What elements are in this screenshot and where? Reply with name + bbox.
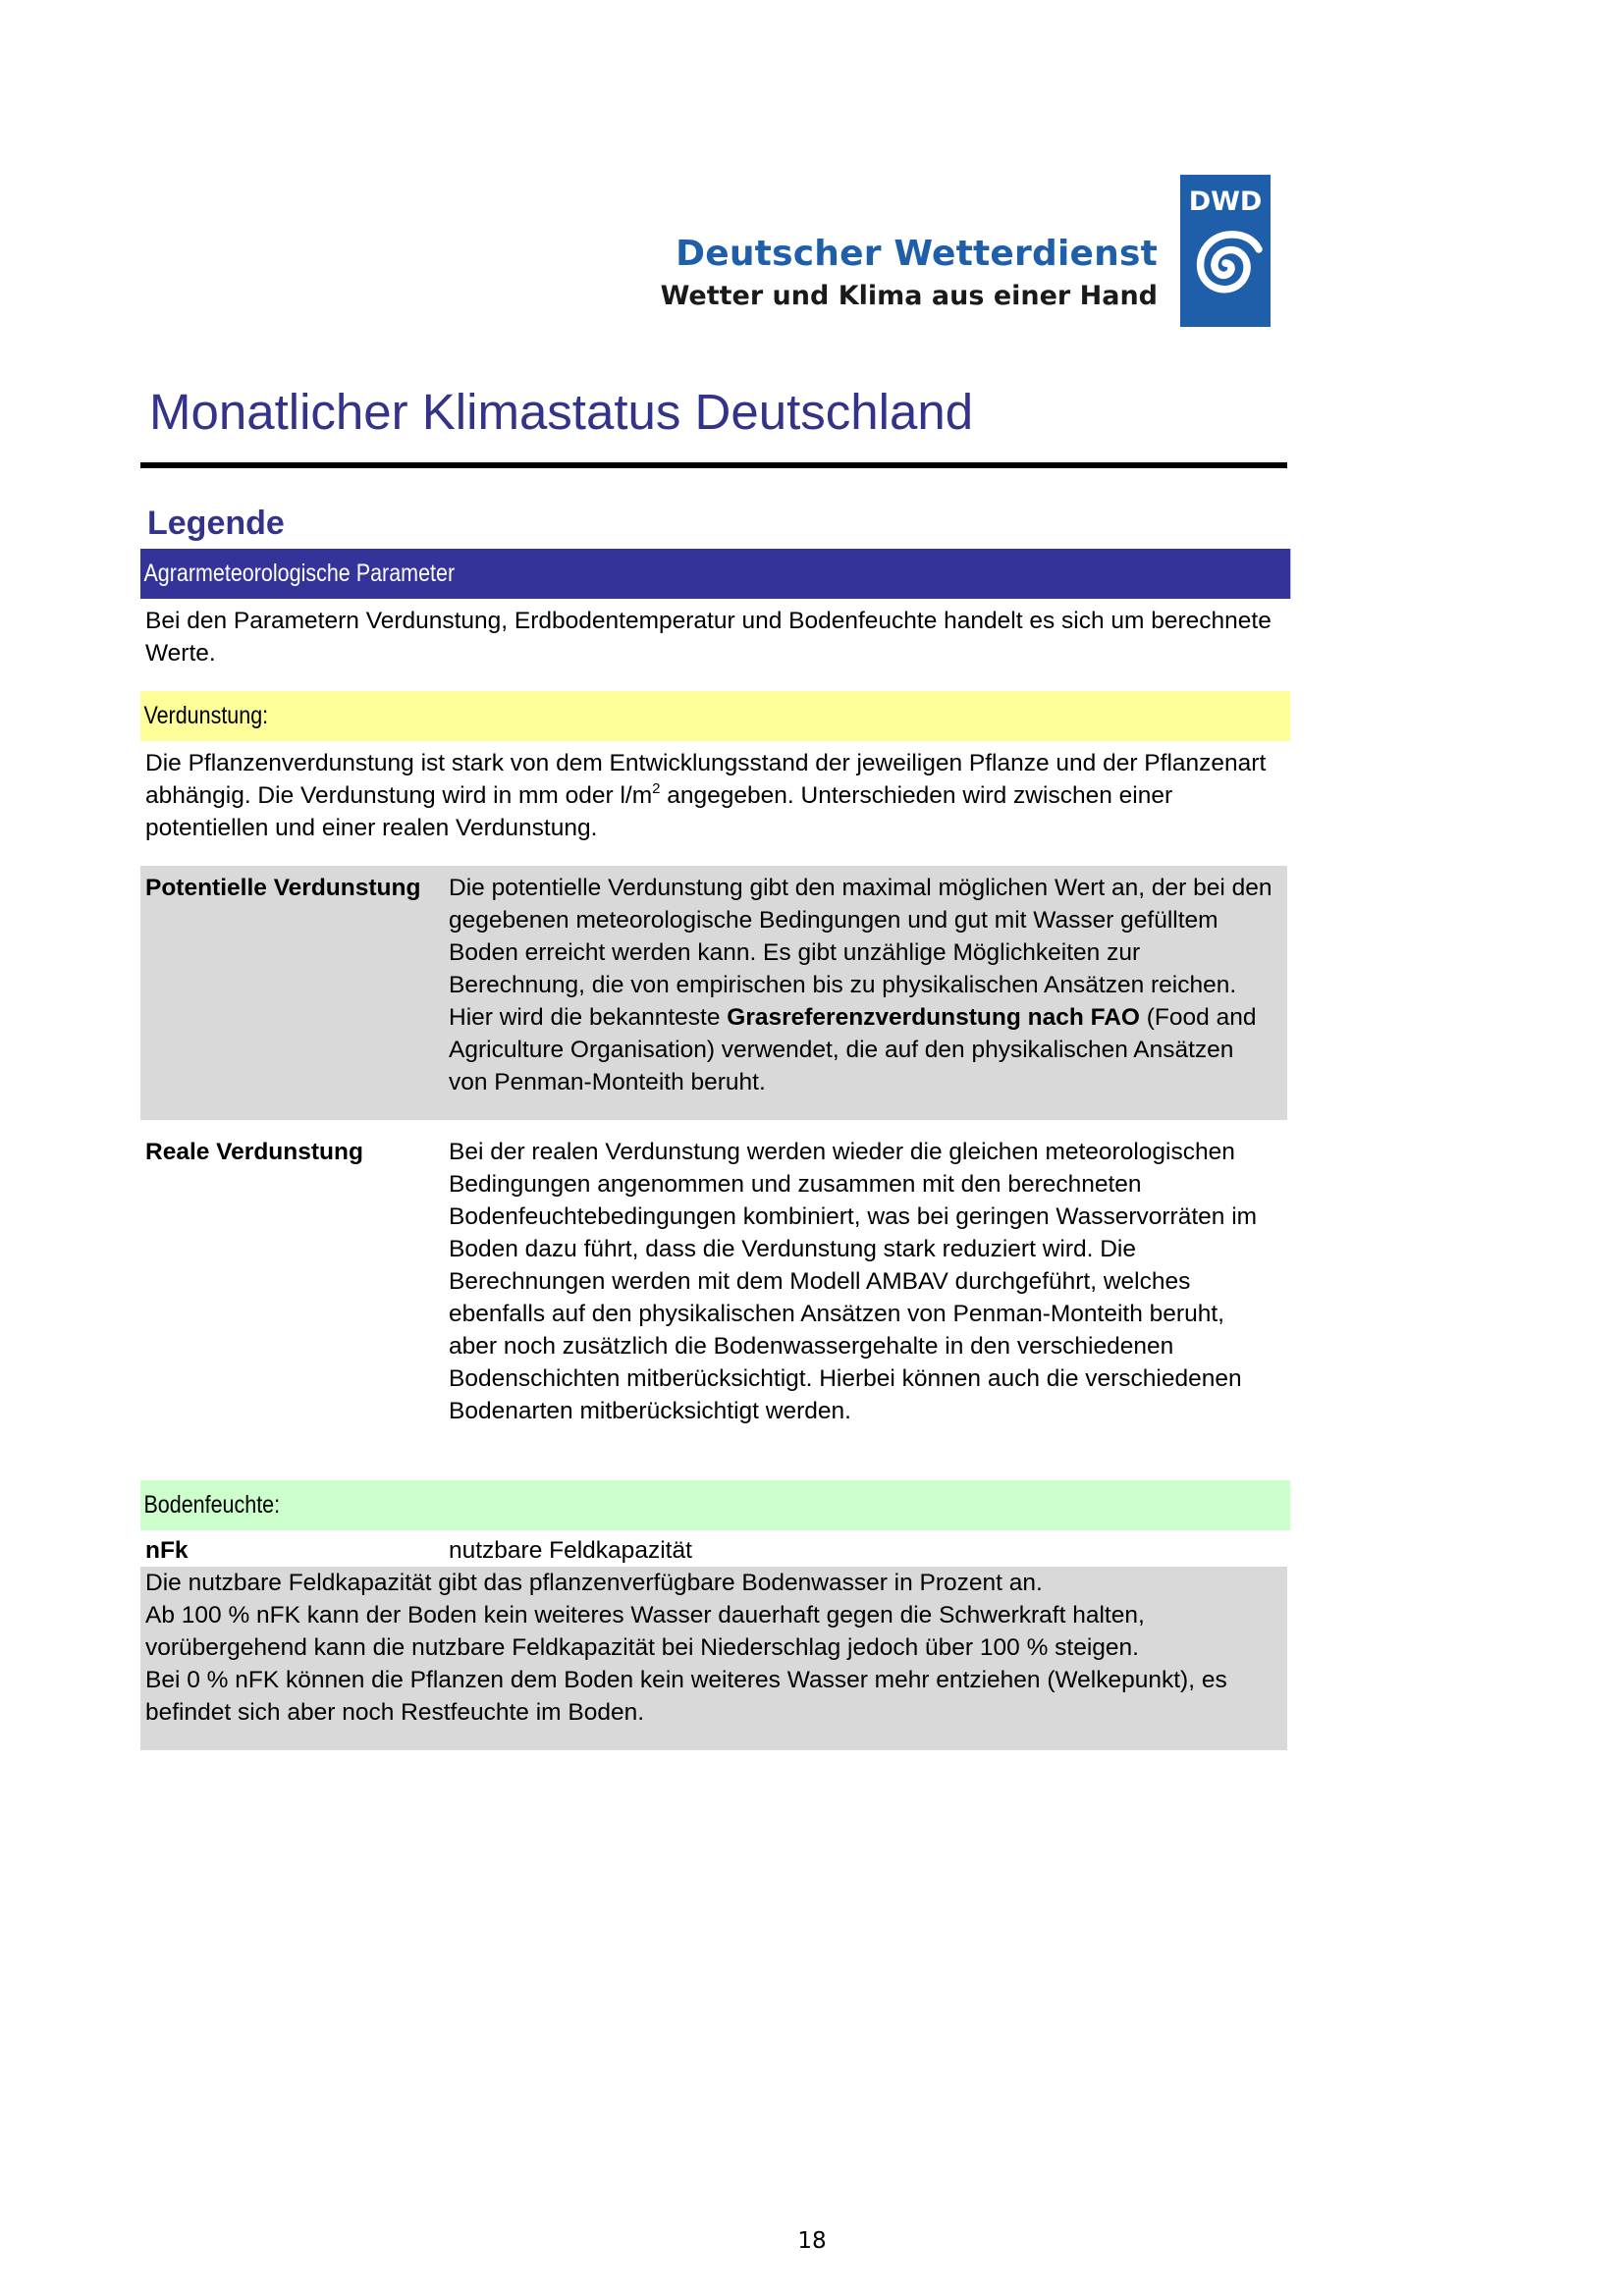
potential-bold-term: Grasreferenzverdunstung nach FAO <box>727 1004 1140 1031</box>
nfk-line-2: Ab 100 % nFK kann der Boden kein weiteres Wasser dauerhaft gegen die Schwerkraft halten, vorübergehend kann die nutzbare Feldkapazität bei Niederschlag jedoch über 100 % steigen. <box>145 1602 1145 1661</box>
potentielle-verdunstung-row <box>140 866 1287 1120</box>
potential-text-2: (Food and Agriculture Organisation) verwendet, die auf den physikalischen Ansätzen von Penman-Monteith beruht. <box>449 1004 1257 1095</box>
nfk-term: nFk <box>145 1537 189 1564</box>
page-number: 18 <box>797 2228 827 2254</box>
page-title: Monatlicher Klimastatus Deutschland <box>149 384 974 440</box>
title-divider <box>140 462 1287 468</box>
reale-verdunstung-row <box>140 1120 1287 1451</box>
nfk-line-1: Die nutzbare Feldkapazität gibt das pflanzenverfügbare Bodenwasser in Prozent an. <box>145 1570 1043 1596</box>
dwd-spiral-icon <box>1180 175 1271 327</box>
verdunstung-header: Verdunstung: <box>140 691 1290 741</box>
nfk-row <box>140 1530 1287 1567</box>
legend-heading: Legende <box>147 505 285 542</box>
logo-badge: DWD <box>1188 187 1263 217</box>
potentielle-verdunstung-term: Potentielle Verdunstung <box>145 875 421 901</box>
reale-verdunstung-desc: Bei der realen Verdunstung werden wieder die gleichen meteorologischen Bedingungen angenommen und zusammen mit den berechneten Bodenfeuchtebedingungen kombiniert, was bei geringen Wasservorräten im Boden dazu führt, dass die Verdunstung stark reduziert wird. Die Berechnungen werden mit dem Modell AMBAV durchgeführt, welches ebenfalls auf den physikalischen Ansätzen von Penman-Monteith beruht, aber noch zusätzlich die Bodenwassergehalte in den verschiedenen Bodenschichten mitberücksichtigt. Hierbei können auch die verschiedenen Bodenarten mitberücksichtigt werden. <box>449 1139 1258 1424</box>
bodenfeuchte-header: Bodenfeuchte: <box>140 1480 1290 1530</box>
agrar-header: Agrarmeteorologische Parameter <box>140 549 1290 599</box>
potential-text-1: Die potentielle Verdunstung gibt den maximal möglichen Wert an, der bei den gegebenen meteorologische Bedingungen und gut mit Wasser gefülltem Boden erreicht werden kann. Es gibt unzählige Möglichkeiten zur Berechnung, die von empirischen bis zu physikalischen Ansätzen reichen. Hier wird die bekannteste <box>449 875 1272 1031</box>
reale-verdunstung-term: Reale Verdunstung <box>145 1139 363 1165</box>
verdunstung-intro <box>140 741 1287 854</box>
nfk-explanation <box>140 1567 1287 1750</box>
dwd-logo <box>660 175 1271 327</box>
agrar-text: Bei den Parametern Verdunstung, Erdbodentemperatur und Bodenfeuchte handelt es sich um berechnete Werte. <box>145 608 1272 667</box>
nfk-line-3: Bei 0 % nFK können die Pflanzen dem Boden kein weiteres Wasser mehr entziehen (Welkepunkt), es befindet sich aber noch Restfeuchte im Boden. <box>145 1667 1227 1726</box>
logo-slogan: Wetter und Klima aus einer Hand <box>660 281 1158 311</box>
logo-org-name: Deutscher Wetterdienst <box>676 234 1158 274</box>
legend-table <box>140 549 1287 1750</box>
intro-text-2: angegeben. Unterschieden wird zwischen einer potentiellen und einer realen Verdunstung. <box>145 782 1173 841</box>
intro-text-1: Die Pflanzenverdunstung ist stark von dem Entwicklungsstand der jeweiligen Pflanze und der Pflanzenart abhängig. Die Verdunstung wird in mm oder l/m <box>145 750 1267 809</box>
potentielle-verdunstung-desc <box>449 872 1287 1098</box>
intro-superscript: 2 <box>652 780 661 797</box>
nfk-desc: nutzbare Feldkapazität <box>449 1537 692 1564</box>
